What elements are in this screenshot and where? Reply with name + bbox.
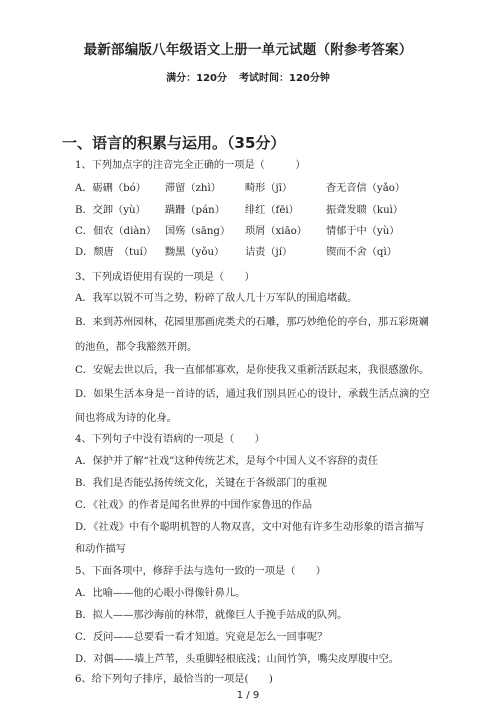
question-3-option-d-cont: 间也将成为诗的化身。 [75,413,177,424]
question-5-option-c: C．反问——总要看一看才知道。究竟是怎么一回事呢？ [75,632,328,643]
exam-meta [0,69,496,84]
question-4-option-c: C．《社戏》的作者是闻名世界的中国作家鲁迅的作品 [75,500,313,511]
exam-time: 考试时间：120分钟 [239,73,330,84]
question-5-stem: 5、下面各项中，修辞手法与选句一致的一项是（ ） [75,566,326,577]
section-heading: 一、语言的积累与运用。（35分） [62,134,286,152]
question-3-option-c: C．安妮去世以后，我一直郁郁寡欢，是你使我又重新活跃起来，我很感激你。 [75,365,430,376]
option-cell: 绯红（fēi） [245,205,299,216]
question-3-option-b-cont: 的池鱼，都令我豁然开朗。 [75,342,198,353]
question-3-stem: 3、下列成语使用有误的一项是（ ） [75,272,255,283]
question-5-option-a: A．比喻——他的心眼小得像针鼻儿。 [75,588,246,599]
question-1-stem: 1、下列加点字的注音完全正确的一项是（ ） [75,160,306,171]
question-3-option-d: D．如果生活本身是一首诗的话，通过我们别具匠心的设计，承载生活点滴的空 [75,389,430,400]
question-4-option-d: D．《社戏》中有个聪明机智的人物双喜，文中对他有许多生动形象的语言描写 [75,522,425,533]
option-cell: 情郁于中（yù） [326,226,400,237]
full-score: 满分：120分 [166,73,227,84]
question-3-option-a: A．我军以锐不可当之势，粉碎了敌人几十万军队的围追堵截。 [75,293,358,304]
option-cell: 蹒跚（pán） [165,205,225,216]
question-5-option-b: B．拟人——那沙海前的林带，就像巨人手挽手站成的队列。 [75,610,348,621]
option-cell: 诘责（jí） [245,247,293,258]
option-cell: 锲而不舍（qì） [326,247,397,258]
page-number: 1 / 9 [236,690,260,701]
question-4-option-a: A．保护并了解“社戏”这种传统艺术，是每个中国人义不容辞的责任 [75,456,379,467]
option-cell: 振聋发聩（kuì） [326,205,404,216]
question-4-option-b: B．我们是否能弘扬传统文化，关键在于各级部门的重视 [75,478,327,489]
option-cell: 黝黑（yǒu） [165,247,225,258]
option-cell: 琐屑（xiāo） [245,226,307,237]
question-6-stem: 6、给下列句子排序，最恰当的一项是( ) [75,674,273,685]
question-5-option-d: D．对偶——墙上芦苇，头重脚轻根底浅；山间竹笋，嘴尖皮厚腹中空。 [75,654,399,665]
option-cell: C．佃农（diàn） [75,226,157,237]
page-title: 最新部编版八年级语文上册一单元试题（附参考答案） [83,42,413,58]
option-cell: 畸形（jī） [245,183,293,194]
option-cell: A．砺硎（bó） [75,183,146,194]
question-3-option-b: B．来到苏州园林，花园里那画虎类犬的石雕，那巧妙绝伦的亭台，那五彩斑斓 [75,317,429,328]
question-4-stem: 4、下列句子中没有语病的一项是（ ） [75,434,265,445]
option-cell: 杳无音信（yǎo） [326,183,406,194]
option-cell: B．交卸（yù） [75,205,146,216]
option-cell: 滞留（zhì） [165,183,221,194]
option-cell: D．颓唐 （tuí） [75,247,154,258]
option-cell: 国殇（sāng） [165,226,231,237]
question-4-option-d-cont: 和动作描写 [75,544,126,555]
